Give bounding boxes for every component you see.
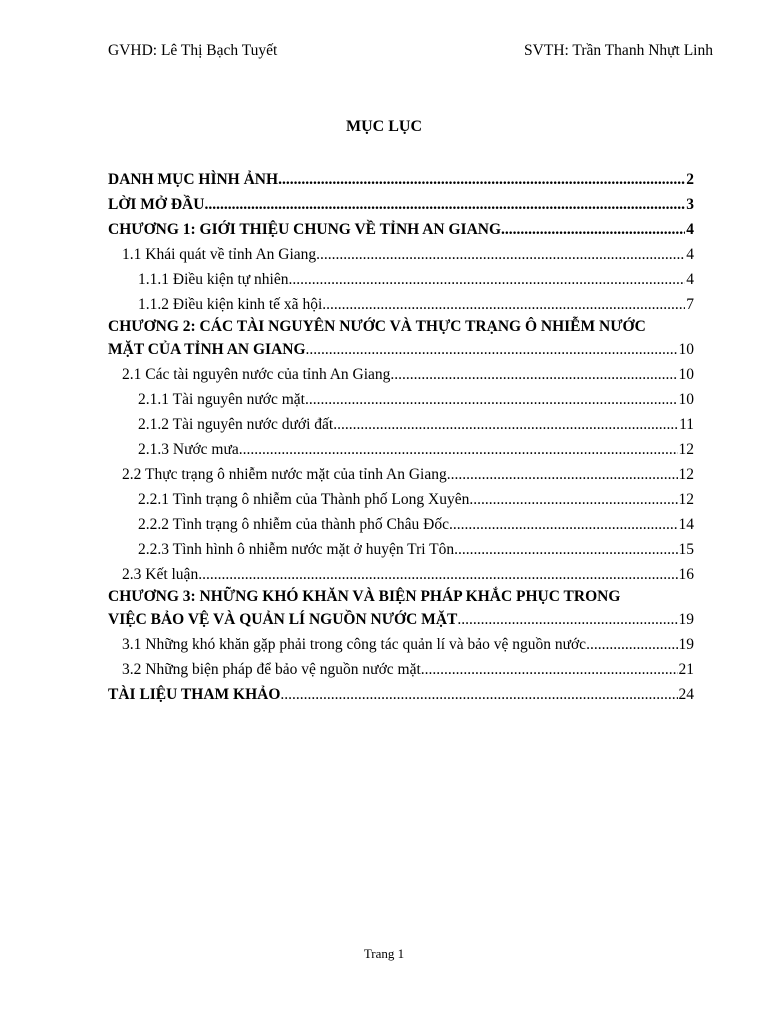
toc-entry-page: 10 (678, 341, 694, 358)
toc-entry-page: 11 (679, 416, 694, 433)
toc-entry-page: 19 (678, 636, 694, 653)
toc-entry-page: 19 (678, 611, 694, 628)
toc-entry-text: 2.2.1 Tình trạng ô nhiễm của Thành phố Long Xuyên (138, 491, 470, 508)
toc-entry-text: 2.1 Các tài nguyên nước của tỉnh An Giang (122, 366, 391, 383)
page-title: MỤC LỤC (346, 118, 422, 135)
toc-entry-text: 2.2.3 Tình hình ô nhiễm nước mặt ở huyện Tri Tôn (138, 541, 455, 558)
toc-entry-page: 4 (686, 221, 694, 238)
toc-entry-page: 16 (678, 566, 694, 583)
toc-entry-page: 24 (678, 686, 694, 703)
toc-entry-page: 21 (678, 661, 694, 678)
toc-entry-page: 4 (686, 271, 694, 288)
toc-entry[interactable] (108, 535, 694, 560)
toc-entry[interactable] (108, 165, 694, 190)
toc-entry[interactable] (108, 360, 694, 385)
toc-entry-page: 4 (686, 246, 694, 263)
toc-entry-text-line1: CHƯƠNG 3: NHỮNG KHÓ KHĂN VÀ BIỆN PHÁP KHẮC PHỤC TRONG (108, 588, 621, 605)
toc-entry[interactable] (108, 485, 694, 510)
toc-entry-text: 3.1 Những khó khăn gặp phải trong công tác quản lí và bảo vệ nguồn nước (122, 636, 587, 653)
toc-entry-text: 2.1.1 Tài nguyên nước mặt (138, 391, 305, 408)
toc-entry-text: 2.2 Thực trạng ô nhiễm nước mặt của tỉnh An Giang (122, 466, 447, 483)
toc-entry-text: 2.2.2 Tình trạng ô nhiễm của thành phố Châu Đốc (138, 516, 449, 533)
toc-entry-text: 1.1.1 Điều kiện tự nhiên (138, 271, 289, 288)
toc-entry-chapter-2[interactable] (108, 317, 694, 360)
page-header (108, 42, 713, 64)
toc-entry-text-line2: VIỆC BẢO VỆ VÀ QUẢN LÍ NGUỒN NƯỚC MẶT (108, 611, 458, 628)
page-footer: Trang 1 (363, 946, 405, 961)
toc-entry[interactable] (108, 655, 694, 680)
toc-entry-page: 10 (678, 391, 694, 408)
toc-entry-text: 1.1 Khái quát về tỉnh An Giang (122, 246, 317, 263)
toc-entry-text: DANH MỤC HÌNH ẢNH (108, 171, 279, 188)
toc-entry-text-line1: CHƯƠNG 2: CÁC TÀI NGUYÊN NƯỚC VÀ THỰC TRẠNG Ô NHIỄM NƯỚC (108, 318, 646, 335)
toc-entry[interactable] (108, 240, 694, 265)
toc-entry-text: TÀI LIỆU THAM KHẢO (108, 686, 281, 703)
toc-entry-page: 2 (686, 171, 694, 188)
header-advisor: GVHD: Lê Thị Bạch Tuyết (108, 42, 278, 59)
toc-entry-page: 12 (678, 466, 694, 483)
toc-entry[interactable] (108, 290, 694, 315)
toc-entry[interactable] (108, 560, 694, 585)
toc-entry-page: 14 (678, 516, 694, 533)
toc-entry-text: LỜI MỞ ĐẦU (108, 196, 205, 213)
toc-entry-text: 3.2 Những biện pháp để bảo vệ nguồn nước mặt (122, 661, 421, 678)
table-of-contents (108, 165, 694, 705)
toc-entry[interactable] (108, 630, 694, 655)
toc-entry[interactable] (108, 510, 694, 535)
toc-entry-page: 7 (686, 296, 694, 313)
toc-entry-text: 2.1.2 Tài nguyên nước dưới đất (138, 416, 334, 433)
toc-entry[interactable] (108, 385, 694, 410)
toc-entry[interactable] (108, 410, 694, 435)
header-student: SVTH: Trần Thanh Nhựt Linh (524, 42, 713, 59)
toc-entry-text: 2.3 Kết luận (122, 566, 199, 583)
toc-entry-page: 3 (686, 196, 694, 213)
toc-entry-text-line2: MẶT CỦA TỈNH AN GIANG (108, 341, 306, 358)
toc-entry-chapter-3[interactable] (108, 587, 694, 630)
toc-entry-text: 1.1.2 Điều kiện kinh tế xã hội (138, 296, 323, 313)
toc-entry[interactable] (108, 680, 694, 705)
toc-entry[interactable] (108, 435, 694, 460)
toc-entry[interactable] (108, 460, 694, 485)
toc-entry[interactable] (108, 265, 694, 290)
toc-entry[interactable] (108, 190, 694, 215)
toc-entry-page: 10 (678, 366, 694, 383)
toc-entry-text: 2.1.3 Nước mưa (138, 441, 239, 458)
toc-entry-page: 12 (678, 491, 694, 508)
toc-entry-page: 15 (678, 541, 694, 558)
toc-entry[interactable] (108, 215, 694, 240)
toc-entry-page: 12 (678, 441, 694, 458)
toc-entry-text: CHƯƠNG 1: GIỚI THIỆU CHUNG VỀ TỈNH AN GIANG (108, 221, 502, 238)
